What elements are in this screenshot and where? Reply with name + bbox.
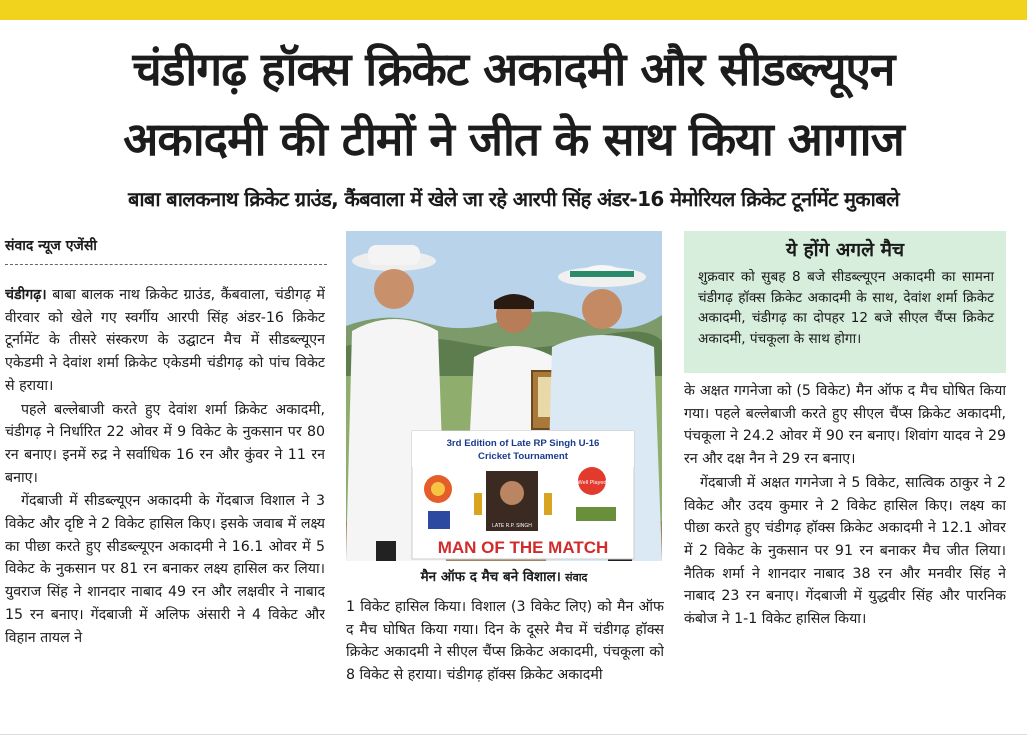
news-photo	[346, 231, 662, 561]
headline-line-1: चंडीगढ़ हॉक्स क्रिकेट अकादमी और सीडब्ल्यूएन	[132, 42, 895, 96]
article-paragraph: गेंदबाजी में अक्षत गगनेजा ने 5 विकेट, सात्विक ठाकुर ने 2 विकेट और उदय कुमार ने 2 विकेट हासिल किए। लक्ष्य का पीछा करते हुए चंडीगढ़ हॉक्स क्रिकेट अकादमी ने 12.1 ओवर में 2 विकेट के नुकसान पर 91 रन बनाकर मैच जीत लिया। नैतिक शर्मा ने शानदार नाबाद 38 रन और मनवीर सिंह ने नाबाद 23 रन बनाए। गेंदबाजी में युद्धवीर सिंह और पारनिक कंबोज ने 1-1 विकेट हासिल किया।	[684, 474, 1006, 628]
byline-divider	[5, 264, 327, 265]
byline: संवाद न्यूज एजेंसी	[5, 238, 97, 254]
article-paragraph: पहले बल्लेबाजी करते हुए देवांश शर्मा क्रिकेट अकादमी, चंडीगढ़ ने निर्धारित 22 ओवर में 9 विकेट के नुकसान पर 80 रन बनाए। इनमें रुद्र ने सर्वाधिक 16 रन और कुंवर ने 11 रन बनाए।	[5, 401, 325, 486]
photo-caption	[346, 566, 662, 589]
dateline: चंडीगढ़।	[5, 287, 47, 303]
bottom-edge	[0, 734, 1027, 735]
top-color-bar	[0, 0, 1027, 20]
article-column-middle	[346, 596, 664, 722]
photo-illustration	[346, 231, 662, 561]
article-column-right	[684, 380, 1006, 720]
article-paragraph	[5, 284, 325, 398]
subheadline: बाबा बालकनाथ क्रिकेट ग्राउंड, कैंबवाला में खेले जा रहे आरपी सिंह अंडर-16 मेमोरियल क्रिकेट टूर्नामेंट मुकाबले	[127, 187, 900, 211]
banner-badge: Well Played	[577, 480, 607, 486]
article-column-left	[5, 284, 325, 724]
banner-award: MAN OF THE MATCH	[437, 538, 609, 557]
article-paragraph: 1 विकेट हासिल किया। विशाल (3 विकेट लिए) को मैन ऑफ द मैच घोषित किया गया। दिन के दूसरे मैच में चंडीगढ़ हॉक्स क्रिकेट अकादमी ने सीएल चैंप्स क्रिकेट अकादमी, पंचकूला को 8 विकेट से हराया। चंडीगढ़ हॉक्स क्रिकेट अकादमी	[346, 599, 664, 684]
next-matches-title: ये होंगे अगले मैच	[785, 239, 905, 261]
banner-small-caption: LATE R.P. SINGH	[492, 523, 532, 529]
headline-line-2: अकादमी की टीमों ने जीत के साथ किया आगाज	[123, 112, 904, 166]
tournament-banner	[412, 431, 634, 559]
caption-credit: संवाद	[565, 571, 588, 584]
banner-title: 3rd Edition of Late RP Singh U-16	[446, 438, 600, 449]
next-matches-box	[684, 231, 1006, 373]
article-paragraph: गेंदबाजी में सीडब्ल्यूएन अकादमी के गेंदबाज विशाल ने 3 विकेट और दृष्टि ने 2 विकेट हासिल किए। इसके जवाब में लक्ष्य का पीछा करते हुए सीडब्ल्यूएन अकादमी ने 16.1 ओवर में 5 विकेट के नुकसान पर 81 रन बनाकर लक्ष्य हासिल कर लिया। युवराज सिंह ने शानदार नाबाद 49 रन और लक्षवीर ने नाबाद 15 रन बनाए। गेंदबाजी में अलिफ अंसारी ने 4 विकेट और विहान तायल ने	[5, 493, 325, 646]
next-matches-text: शुक्रवार को सुबह 8 बजे सीडब्ल्यूएन अकादमी का सामना चंडीगढ़ हॉक्स क्रिकेट अकादमी के साथ, देवांश शर्मा क्रिकेट अकादमी, चंडीगढ़ का दोपहर 12 बजे सीएल चैंप्स क्रिकेट अकादमी, पंचकूला के साथ होगा।	[698, 269, 994, 347]
banner-subtitle: Cricket Tournament	[478, 451, 568, 462]
caption-text: मैन ऑफ द मैच बने विशाल।	[420, 569, 561, 585]
paragraph-text: बाबा बालक नाथ क्रिकेट ग्राउंड, कैंबवाला, चंडीगढ़ में वीरवार को खेले गए स्वर्गीय आरपी सिंह अंडर-16 क्रिकेट टूर्नामेंट के तीसरे संस्करण के उद्घाटन मैच में सीडब्ल्यूएन एकेडमी ने देवांश शर्मा क्रिकेट एकेडमी चंडीगढ़ को पांच विकेट से हराया।	[5, 287, 325, 394]
article-paragraph: के अक्षत गगनेजा को (5 विकेट) मैन ऑफ द मैच घोषित किया गया। पहले बल्लेबाजी करते हुए सीएल चैंप्स क्रिकेट अकादमी, पंचकूला ने 24.2 ओवर में 90 रन बनाए। शिवांग यादव ने 29 रन और दक्ष नैन ने 29 रन बनाए।	[684, 383, 1006, 468]
